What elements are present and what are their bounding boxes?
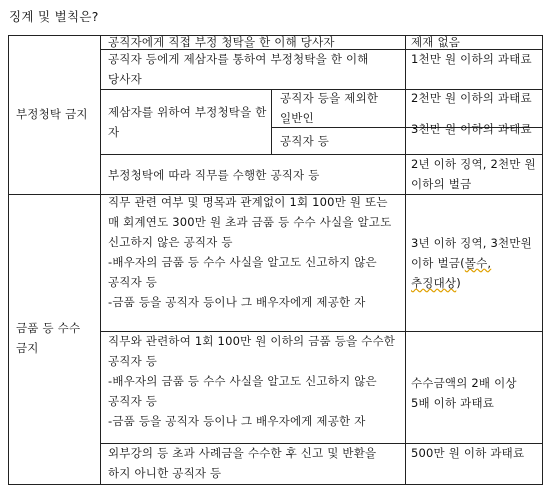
section-label-solicitation: 부정청탁 금지: [16, 107, 88, 121]
table-cell-penalty: 2천만 원 이하의 과태료: [411, 91, 532, 105]
table-cell-subject: 공직자 등을 제외한 일반인: [280, 91, 379, 125]
table-cell-penalty: 3천만 원 이하의 과태료: [411, 122, 532, 136]
table-cell-text: 공직자 등에게 제삼자를 통하여 부정청탁을 한 이해 당사자: [108, 52, 369, 86]
header-description: 공직자에게 직접 부정 청탁을 한 이해 당사자: [108, 35, 335, 49]
table-border-left: [8, 35, 9, 485]
table-cell-text: 직무 관련 여부 및 명목과 관계없이 1회 100만 원 또는 매 회계연도 300만 원 초과 금품 등 수수 사실을 알고도 신고하지 않은 공직자 등 -배우자의 금품 등 수수 사실을 알고도 신고하지 않은 공직자 등 -금품 등을 공직자 등이나 그 배우자에게 제공한 자: [108, 195, 392, 309]
table-divider: [271, 89, 272, 154]
table-cell-penalty: 수수금액의 2배 이상 5배 이하 과태료: [411, 376, 517, 410]
table-cell-text: 외부강의 등 초과 사례금을 수수한 후 신고 및 반환을 하지 아니한 공직자 등: [108, 446, 377, 480]
table-cell-penalty: 1천만 원 이하의 과태료: [411, 52, 532, 66]
table-cell-penalty: 500만 원 이하 과태료: [411, 446, 525, 460]
table-cell-text: 부정청탁에 따라 직무를 수행한 공직자 등: [108, 168, 320, 182]
penalty-text: 3년 이하 징역, 3천만원 이하 벌금(: [411, 236, 532, 270]
table-cell-text: 직무와 관련하여 1회 100만 원 이하의 금품 등을 수수한 공직자 등 -배우자의 금품 등 수수 사실을 알고도 신고하지 않은 공직자 등 -금품 등을 공직자 등이나 그 배우자에게 제공한 자: [108, 334, 396, 428]
table-border-right: [542, 35, 543, 485]
table-cell-penalty: [411, 233, 537, 293]
table-cell-subject: 공직자 등: [280, 134, 330, 148]
table-divider: [405, 35, 406, 485]
penalty-text-end: ): [456, 276, 461, 290]
page-title: 징계 및 벌칙은?: [9, 9, 99, 24]
header-penalty: 제재 없음: [411, 35, 461, 49]
table-cell-text: 제삼자를 위하여 부정청탁을 한 자: [108, 105, 267, 139]
table-divider: [100, 35, 101, 485]
confiscation-note: 몰수, 추징대상: [411, 256, 492, 290]
table-border-bottom: [8, 484, 543, 485]
penalty-table: [8, 35, 543, 485]
section-label-gifts: 금품 등 수수 금지: [16, 321, 81, 355]
table-cell-penalty: 2년 이하 징역, 2천만 원 이하의 벌금: [411, 157, 536, 191]
